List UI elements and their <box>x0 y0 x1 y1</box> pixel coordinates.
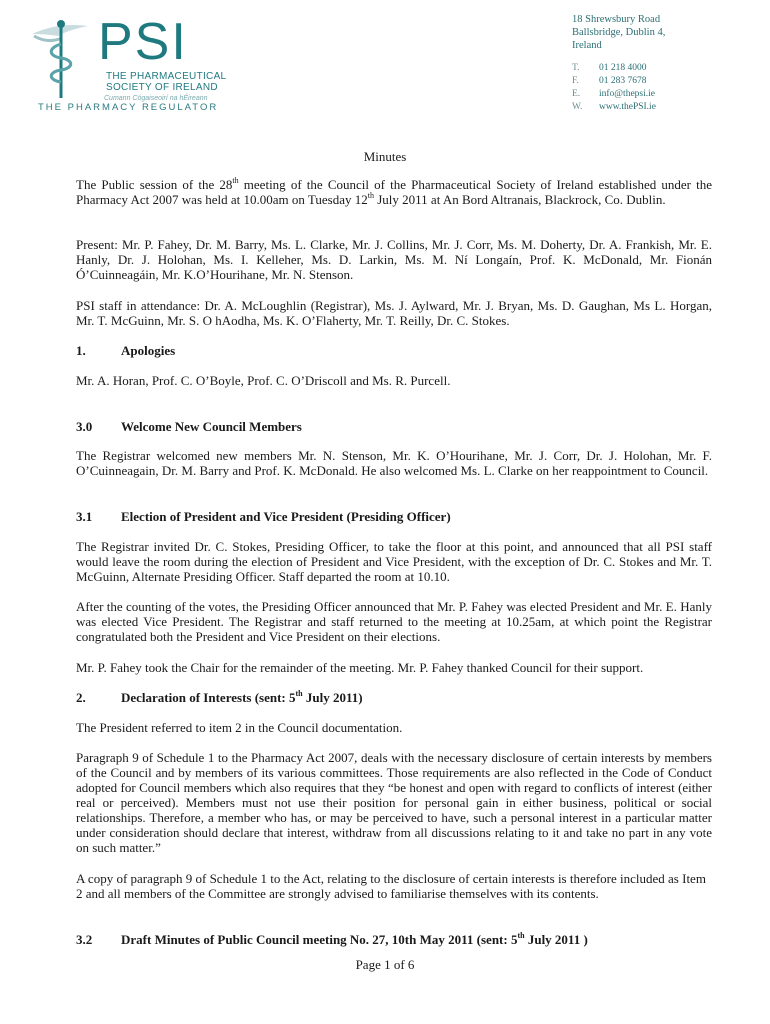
section-title: Welcome New Council Members <box>121 419 302 434</box>
section-title: Election of President and Vice President (Presiding Officer) <box>121 509 451 524</box>
contact-email <box>572 88 656 101</box>
section-number: 3.1 <box>76 509 93 524</box>
election-paragraph: The Registrar invited Dr. C. Stokes, Presiding Officer, to take the floor at this point, and announced that all PSI staff would leave the room during the election of President and Vice President, with the exception of Dr. C. Stokes and Mr. T. McGuinn, Alternate Presiding Officer. Staff departed the room at 10.10. <box>76 539 712 584</box>
present-paragraph: Present: Mr. P. Fahey, Dr. M. Barry, Ms. L. Clarke, Mr. J. Collins, Mr. J. Corr, Ms. M. Doherty, Dr. A. Frankish, Mr. E. Hanly, Dr. J. Holohan, Ms. I. Kelleher, Ms. D. Larkin, Ms. M. Ní Longaín, Prof. K. McDonald, Mr. Fionán Ó’Cuinneagáin, Mr. K.O’Hourihane, Mr. N. Stenson. <box>76 237 712 282</box>
declaration-paragraph: The President referred to item 2 in the Council documentation. <box>76 720 403 735</box>
superscript: th <box>232 176 239 185</box>
address-line: Ballsbridge, Dublin 4, <box>572 27 666 38</box>
address-line: 18 Shrewsbury Road <box>572 14 661 25</box>
caduceus-icon <box>28 14 98 104</box>
superscript: th <box>517 931 525 940</box>
section-title: Draft Minutes of Public Council meeting No. 27, 10th May 2011 (sent: 5 <box>121 932 518 947</box>
tagline: THE PHARMACY REGULATOR <box>38 102 219 113</box>
section-heading-declaration <box>76 690 363 706</box>
section-number: 3.2 <box>76 932 93 947</box>
section-heading-draft-minutes <box>76 932 588 948</box>
contact-fax <box>572 75 656 88</box>
section-number: 3.0 <box>76 419 93 434</box>
section-title: July 2011) <box>302 690 363 705</box>
section-title: July 2011 ) <box>524 932 588 947</box>
page-number: Page 1 of 6 <box>355 957 415 972</box>
section-number: 2. <box>76 690 86 705</box>
contact-value: 01 283 7678 <box>599 76 647 86</box>
welcome-paragraph: The Registrar welcomed new members Mr. N. Stenson, Mr. K. O’Hourihane, Mr. J. Corr, Dr. J. Holohan, Mr. F. O’Cuinneagain, Dr. M. Barry and Prof. K. McDonald. He also welcomed Ms. L. Clarke on her reappointment to Council. <box>76 448 712 478</box>
section-title: Apologies <box>121 343 176 358</box>
contact-key: W. <box>572 102 583 112</box>
section-heading-election <box>76 509 451 525</box>
contact-email-link[interactable]: info@thepsi.ie <box>599 89 655 99</box>
staff-paragraph: PSI staff in attendance: Dr. A. McLoughlin (Registrar), Ms. J. Aylward, Mr. J. Bryan, Ms. D. Gaughan, Ms L. Horgan, Mr. T. McGuinn, Mr. S. O hAodha, Ms. K. O’Flaherty, Mr. T. Reilly, Dr. C. Stokes. <box>76 298 712 328</box>
intro-text: The Public session of the 28 <box>76 177 233 192</box>
superscript: th <box>367 191 374 200</box>
section-heading-apologies <box>76 343 175 359</box>
declaration-paragraph: Paragraph 9 of Schedule 1 to the Pharmacy Act 2007, deals with the necessary disclosure of certain interests by members of the Council and by members of its various committees. Those requirements are also reflected in the Code of Conduct adopted for Council members which also requires that they “be honest and open with regard to conflicts of interest (either real or perceived). Members must not use their position for personal gain in either business, political or social relationships. Therefore, a member who has, or may be perceived to have, such a personal interest in a particular matter under consideration should declare that interest, withdraw from all discussions relating to it and take no part in any vote on such matter.” <box>76 750 712 855</box>
intro-text: meeting of the Council of the Pharmaceutical Society of Ireland established under the Pharmacy Act 2007 was held at 10.00am on Tuesday 12 <box>76 177 712 207</box>
contact-key: F. <box>572 76 579 86</box>
contact-web <box>572 101 656 114</box>
address-line: Ireland <box>572 40 602 51</box>
apologies-paragraph: Mr. A. Horan, Prof. C. O’Boyle, Prof. C. O’Driscoll and Ms. R. Purcell. <box>76 373 451 388</box>
contact-key: E. <box>572 89 581 99</box>
section-title: Declaration of Interests (sent: 5 <box>121 690 296 705</box>
logo-wordmark: PSI <box>98 13 188 71</box>
intro-paragraph <box>76 177 712 207</box>
intro-text: July 2011 at An Bord Altranais, Blackrock, Co. Dublin. <box>373 192 666 207</box>
psi-logo <box>28 14 228 112</box>
org-name-line1: THE PHARMACEUTICAL <box>106 71 227 82</box>
contact-key: T. <box>572 63 580 73</box>
address-block <box>572 13 665 52</box>
superscript: th <box>295 689 303 698</box>
section-heading-welcome <box>76 419 302 435</box>
org-name-line2: SOCIETY OF IRELAND <box>106 82 218 93</box>
contact-block <box>572 62 656 114</box>
declaration-paragraph: A copy of paragraph 9 of Schedule 1 to the Act, relating to the disclosure of certain interests is therefore included as Item 2 and all members of the Committee are strongly advised to familiarise themselves with its contents. <box>76 871 706 901</box>
contact-value: 01 218 4000 <box>599 63 647 73</box>
document-title: Minutes <box>363 149 407 164</box>
election-paragraph: Mr. P. Fahey took the Chair for the remainder of the meeting. Mr. P. Fahey thanked Council for their support. <box>76 660 644 675</box>
election-paragraph: After the counting of the votes, the Presiding Officer announced that Mr. P. Fahey was elected President and Mr. E. Hanly was elected Vice President. The Registrar and staff returned to the meeting at 10.25am, at which point the Registrar congratulated both the President and Vice President on their elections. <box>76 599 712 644</box>
org-irish-name: Cumann Cógaiseoirí na hÉireann <box>104 95 208 102</box>
contact-phone <box>572 62 656 75</box>
section-number: 1. <box>76 343 86 358</box>
contact-web-link[interactable]: www.thePSI.ie <box>599 102 656 112</box>
